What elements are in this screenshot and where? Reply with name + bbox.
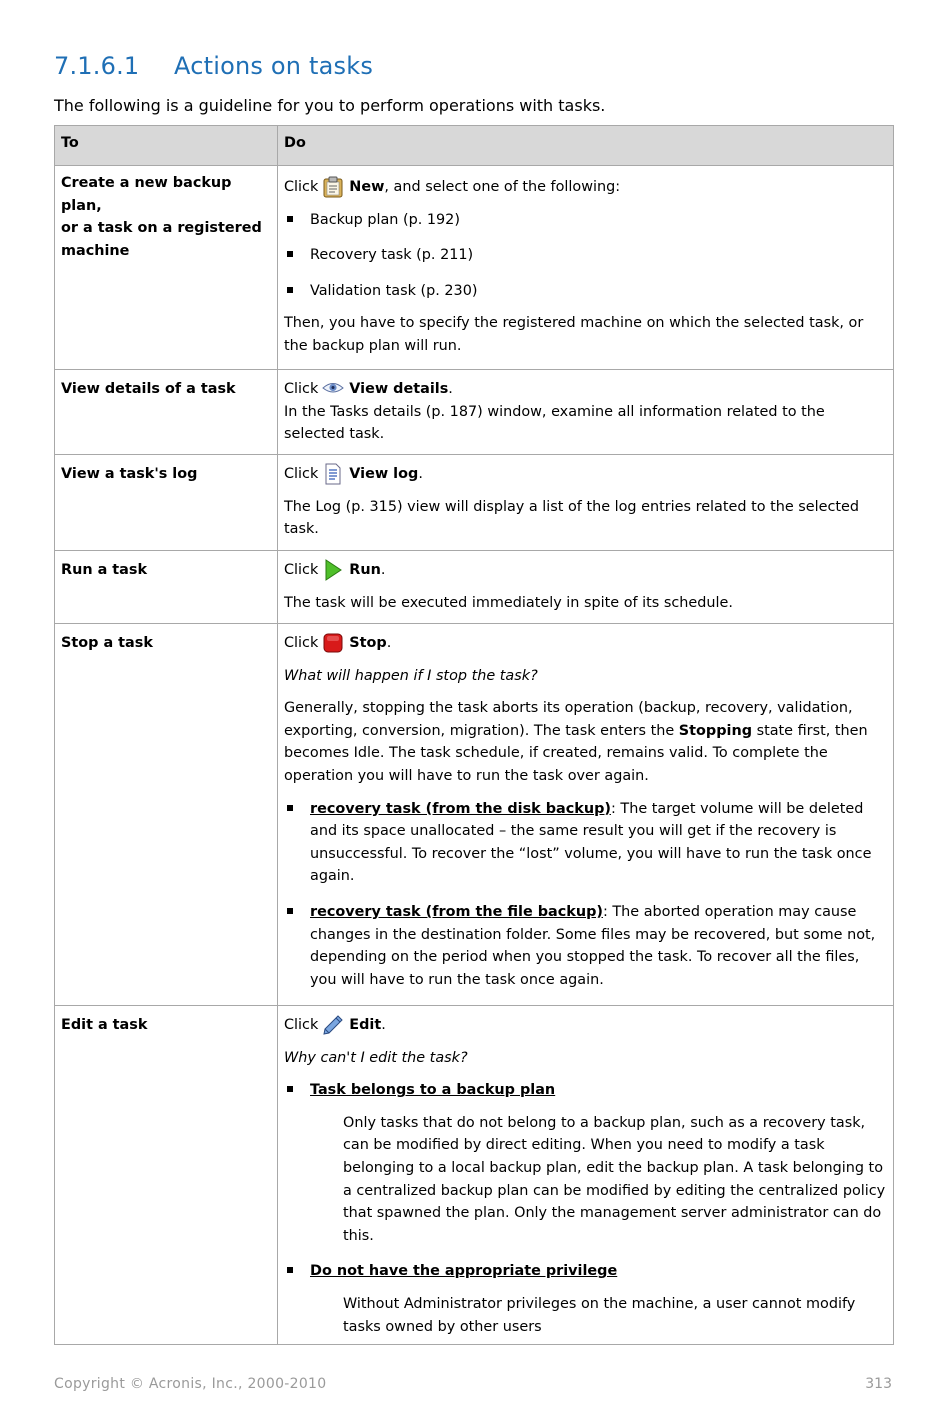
- action-name: Run: [349, 562, 381, 578]
- row-action-label: Edit a task: [55, 1006, 278, 1345]
- link-no-privilege[interactable]: Do not have the appropriate privilege: [310, 1263, 618, 1280]
- row-action-label: View a task's log: [55, 455, 278, 551]
- pencil-edit-icon[interactable]: [322, 1014, 344, 1036]
- reason-explanation: Without Administrator privileges on the machine, a user cannot modify tasks owned by other users: [343, 1295, 856, 1335]
- row-action-label: Stop a task: [55, 624, 278, 1006]
- section-title: Actions on tasks: [174, 52, 374, 80]
- action-name: View details: [349, 381, 449, 397]
- action-name: Edit: [349, 1017, 382, 1033]
- table-row-create: [55, 166, 894, 370]
- intro-paragraph: The following is a guideline for you to perform operations with tasks.: [54, 96, 606, 115]
- action-name: Stop: [349, 635, 387, 651]
- row-instructions: [278, 370, 894, 455]
- row-note: The task will be executed immediately in spite of its schedule.: [284, 594, 733, 611]
- task-actions-table: [54, 125, 894, 1345]
- row-instructions: [278, 624, 894, 1006]
- section-heading: [54, 52, 373, 80]
- list-item: Backup plan (p. 192): [284, 209, 887, 232]
- row-instructions: [278, 166, 894, 370]
- section-number: 7.1.6.1: [54, 52, 140, 80]
- table-row-view-details: [55, 370, 894, 455]
- row-action-label: View details of a task: [55, 370, 278, 455]
- link-task-belongs-to-plan[interactable]: Task belongs to a backup plan: [310, 1082, 556, 1099]
- clipboard-new-icon[interactable]: [322, 176, 344, 198]
- footer-page-number: 313: [865, 1376, 892, 1392]
- row-note: The Log (p. 315) view will display a list of the log entries related to the selected task.: [284, 498, 860, 538]
- row-instructions: [278, 455, 894, 551]
- row-action-label: Run a task: [55, 551, 278, 624]
- row-note: In the Tasks details (p. 187) window, examine all information related to the selected task.: [284, 403, 825, 443]
- list-item: Validation task (p. 230): [284, 280, 887, 303]
- reason-explanation: Only tasks that do not belong to a backup plan, such as a recovery task, can be modified by direct editing. When you need to modify a task belonging to a local backup plan, edit the backup plan. A task belonging to a centralized backup plan can be modified by editing the centralized policy that spawned the plan. Only the management server administrator can do this.: [343, 1114, 886, 1244]
- link-recovery-disk-backup[interactable]: recovery task (from the disk backup): [310, 800, 611, 817]
- stop-icon[interactable]: [322, 632, 344, 654]
- row-note: Then, you have to specify the registered machine on which the selected task, or the backup plan will run.: [284, 315, 864, 354]
- list-item: recovery task (from the disk backup): The target volume will be deleted and its space unallocated – the same result you will get if the recovery is unsuccessful. To recover the “lost” volume, you will have to run the task once again.: [284, 798, 887, 888]
- click-instruction: Click Edit .: [284, 1014, 887, 1037]
- table-row-edit: [55, 1006, 894, 1345]
- list-item: [284, 1079, 887, 1247]
- table-row-view-log: [55, 455, 894, 551]
- click-instruction: Click View log .: [284, 463, 887, 486]
- list-item: recovery task (from the file backup): The aborted operation may cause changes in the destination folder. Some files may be recovered, but some not, depending on the period when you stopped the task. To recover all the files, you will have to run the task once again.: [284, 901, 887, 991]
- faq-question: Why can't I edit the task?: [284, 1049, 468, 1066]
- consequence-list: [284, 798, 887, 992]
- click-instruction: Click New , and select one of the following:: [284, 176, 887, 199]
- table-row-stop: [55, 624, 894, 1006]
- row-instructions: [278, 551, 894, 624]
- table-header-row: [55, 126, 894, 166]
- row-instructions: [278, 1006, 894, 1345]
- column-header-do: Do: [278, 126, 894, 166]
- row-action-label: Create a new backup plan, or a task on a registered machine: [55, 166, 278, 370]
- row-description: Generally, stopping the task aborts its operation (backup, recovery, validation, exporting, conversion, migration). The task enters the Stopping state first, then becomes Idle. The task schedule, if created, remains valid. To complete the operation you will have to run the task over again.: [284, 700, 868, 784]
- list-item: [284, 1260, 887, 1338]
- log-document-icon[interactable]: [322, 463, 344, 485]
- action-name: View log: [349, 466, 419, 482]
- click-instruction: Click View details .: [284, 378, 887, 401]
- table-row-run: [55, 551, 894, 624]
- list-item: Recovery task (p. 211): [284, 244, 887, 267]
- action-name: New: [349, 179, 385, 195]
- link-recovery-file-backup[interactable]: recovery task (from the file backup): [310, 903, 603, 920]
- faq-question: What will happen if I stop the task?: [284, 667, 538, 684]
- click-instruction: Click Run .: [284, 559, 887, 582]
- column-header-to: To: [55, 126, 278, 166]
- option-list: [284, 209, 887, 303]
- eye-view-icon[interactable]: [322, 378, 344, 400]
- click-instruction: Click Stop .: [284, 632, 887, 655]
- reason-list: [284, 1079, 887, 1338]
- play-run-icon[interactable]: [322, 559, 344, 581]
- footer-copyright: Copyright © Acronis, Inc., 2000-2010: [54, 1376, 327, 1392]
